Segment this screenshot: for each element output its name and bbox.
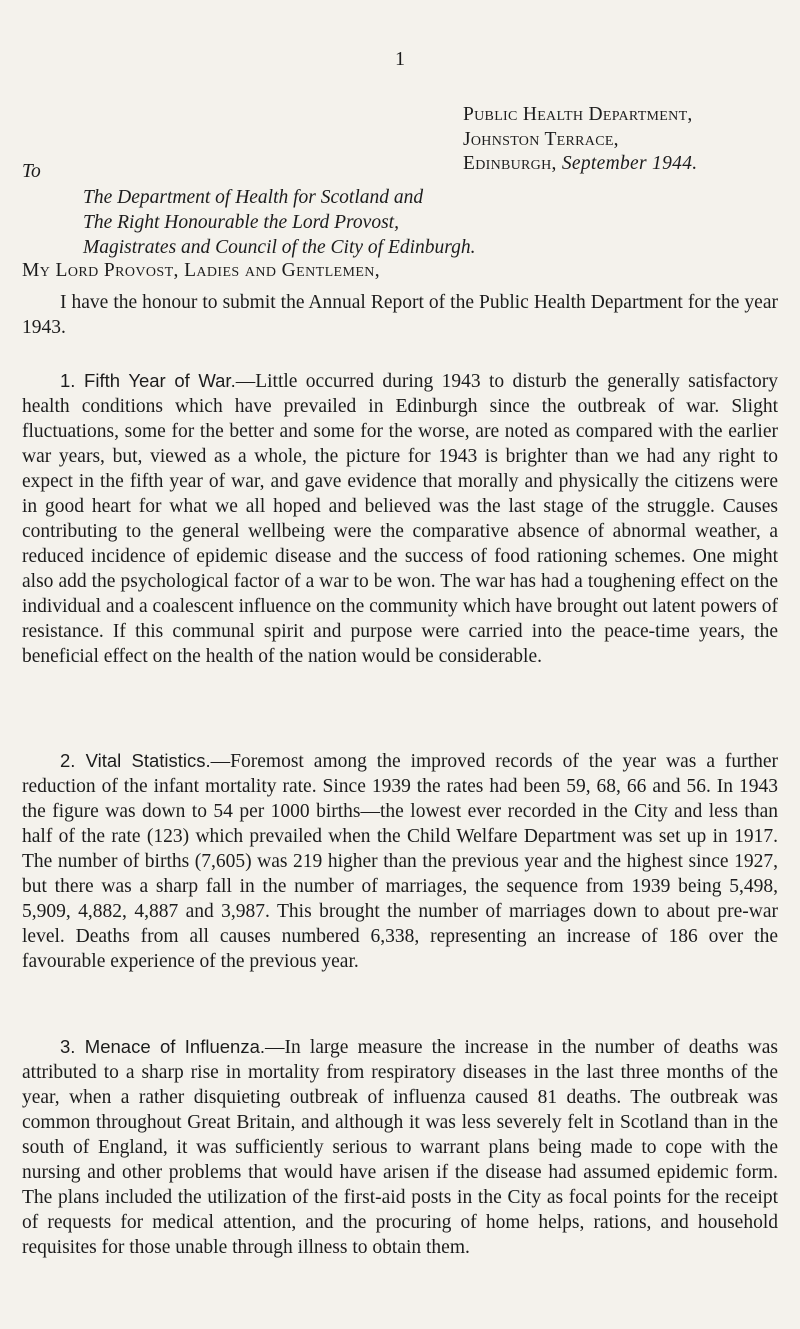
letter-date: September 1944. xyxy=(561,153,698,174)
section-heading: 3. Menace of Influenza. xyxy=(60,1036,265,1057)
section-heading: 2. Vital Statistics. xyxy=(60,750,211,771)
section-menace-of-influenza xyxy=(22,1034,778,1260)
page-number: 1 xyxy=(395,48,405,70)
recipients xyxy=(83,185,476,260)
recipient-line-2: The Right Honourable the Lord Provost, xyxy=(83,212,399,233)
address-line-3 xyxy=(463,152,697,177)
recipient-line-3: Magistrates and Council of the City of Edinburgh. xyxy=(83,237,476,258)
address-place: Edinburgh, xyxy=(463,153,557,174)
section-heading: 1. Fifth Year of War. xyxy=(60,370,236,391)
address-line-2: Johnston Terrace, xyxy=(463,128,619,150)
intro-paragraph: I have the honour to submit the Annual Report of the Public Health Department for the year 1943. xyxy=(22,292,778,338)
to-label: To xyxy=(22,161,41,182)
recipient-line-1: The Department of Health for Scotland and xyxy=(83,187,424,208)
salutation: My Lord Provost, Ladies and Gentlemen, xyxy=(22,260,381,281)
address-line-1: Public Health Department, xyxy=(463,104,693,125)
section-text: —Foremost among the improved records of the year was a further reduction of the infant mortality rate. Since 1939 the rates had been 59, 68, 66 and 56. In 1943 the figure was down to 54 per 1000 births—the lowest ever recorded in the City and less than half of the rate (123) which prevailed when the Child Welfare Department was set up in 1917. The number of births (7,605) was 219 higher than the previous year and the highest since 1927, but there was a sharp fall in the number of marriages, the sequence from 1939 being 5,498, 5,909, 4,882, 4,887 and 3,987. This brought the number of marriages down to about pre-war level. Deaths from all causes numbered 6,338, representing an increase of 186 over the favourable experience of the previous year. xyxy=(22,751,778,972)
section-text: —Little occurred during 1943 to disturb the generally satisfactory health conditions which have prevailed in Edinburgh since the outbreak of war. Slight fluctuations, some for the better and some for the worse, are noted as compared with the earlier war years, but, viewed as a whole, the picture for 1943 is brighter than we had any right to expect in the fifth year of war, and gave evidence that morally and physically the citizens were in good heart for what we all hoped and believed was the last stage of the struggle. Causes contributing to the general wellbeing were the comparative absence of abnormal weather, a reduced incidence of epidemic disease and the success of food rationing schemes. One might also add the psychological factor of a war to be won. The war has had a toughening effect on the individual and a coalescent influence on the community which have brought out latent powers of resistance. If this communal spirit and purpose were carried into the peace-time years, the beneficial effect on the health of the nation would be considerable. xyxy=(22,371,778,667)
sender-address xyxy=(463,103,697,177)
section-vital-statistics xyxy=(22,748,778,974)
section-text: —In large measure the increase in the number of deaths was attributed to a sharp rise in mortality from respiratory diseases in the last three months of the year, when a rather disquieting outbreak of influenza caused 81 deaths. The outbreak was common throughout Great Britain, and although it was less severely felt in Scotland than in the south of England, it was sufficiently serious to warrant plans being made to cope with the nursing and other problems that would have arisen if the disease had assumed epidemic form. The plans included the utilization of the first-aid posts in the City as focal points for the receipt of requests for medical attention, and the procuring of home helps, rations, and household requisites for those unable through illness to obtain them. xyxy=(22,1037,778,1258)
section-fifth-year-of-war xyxy=(22,368,778,669)
